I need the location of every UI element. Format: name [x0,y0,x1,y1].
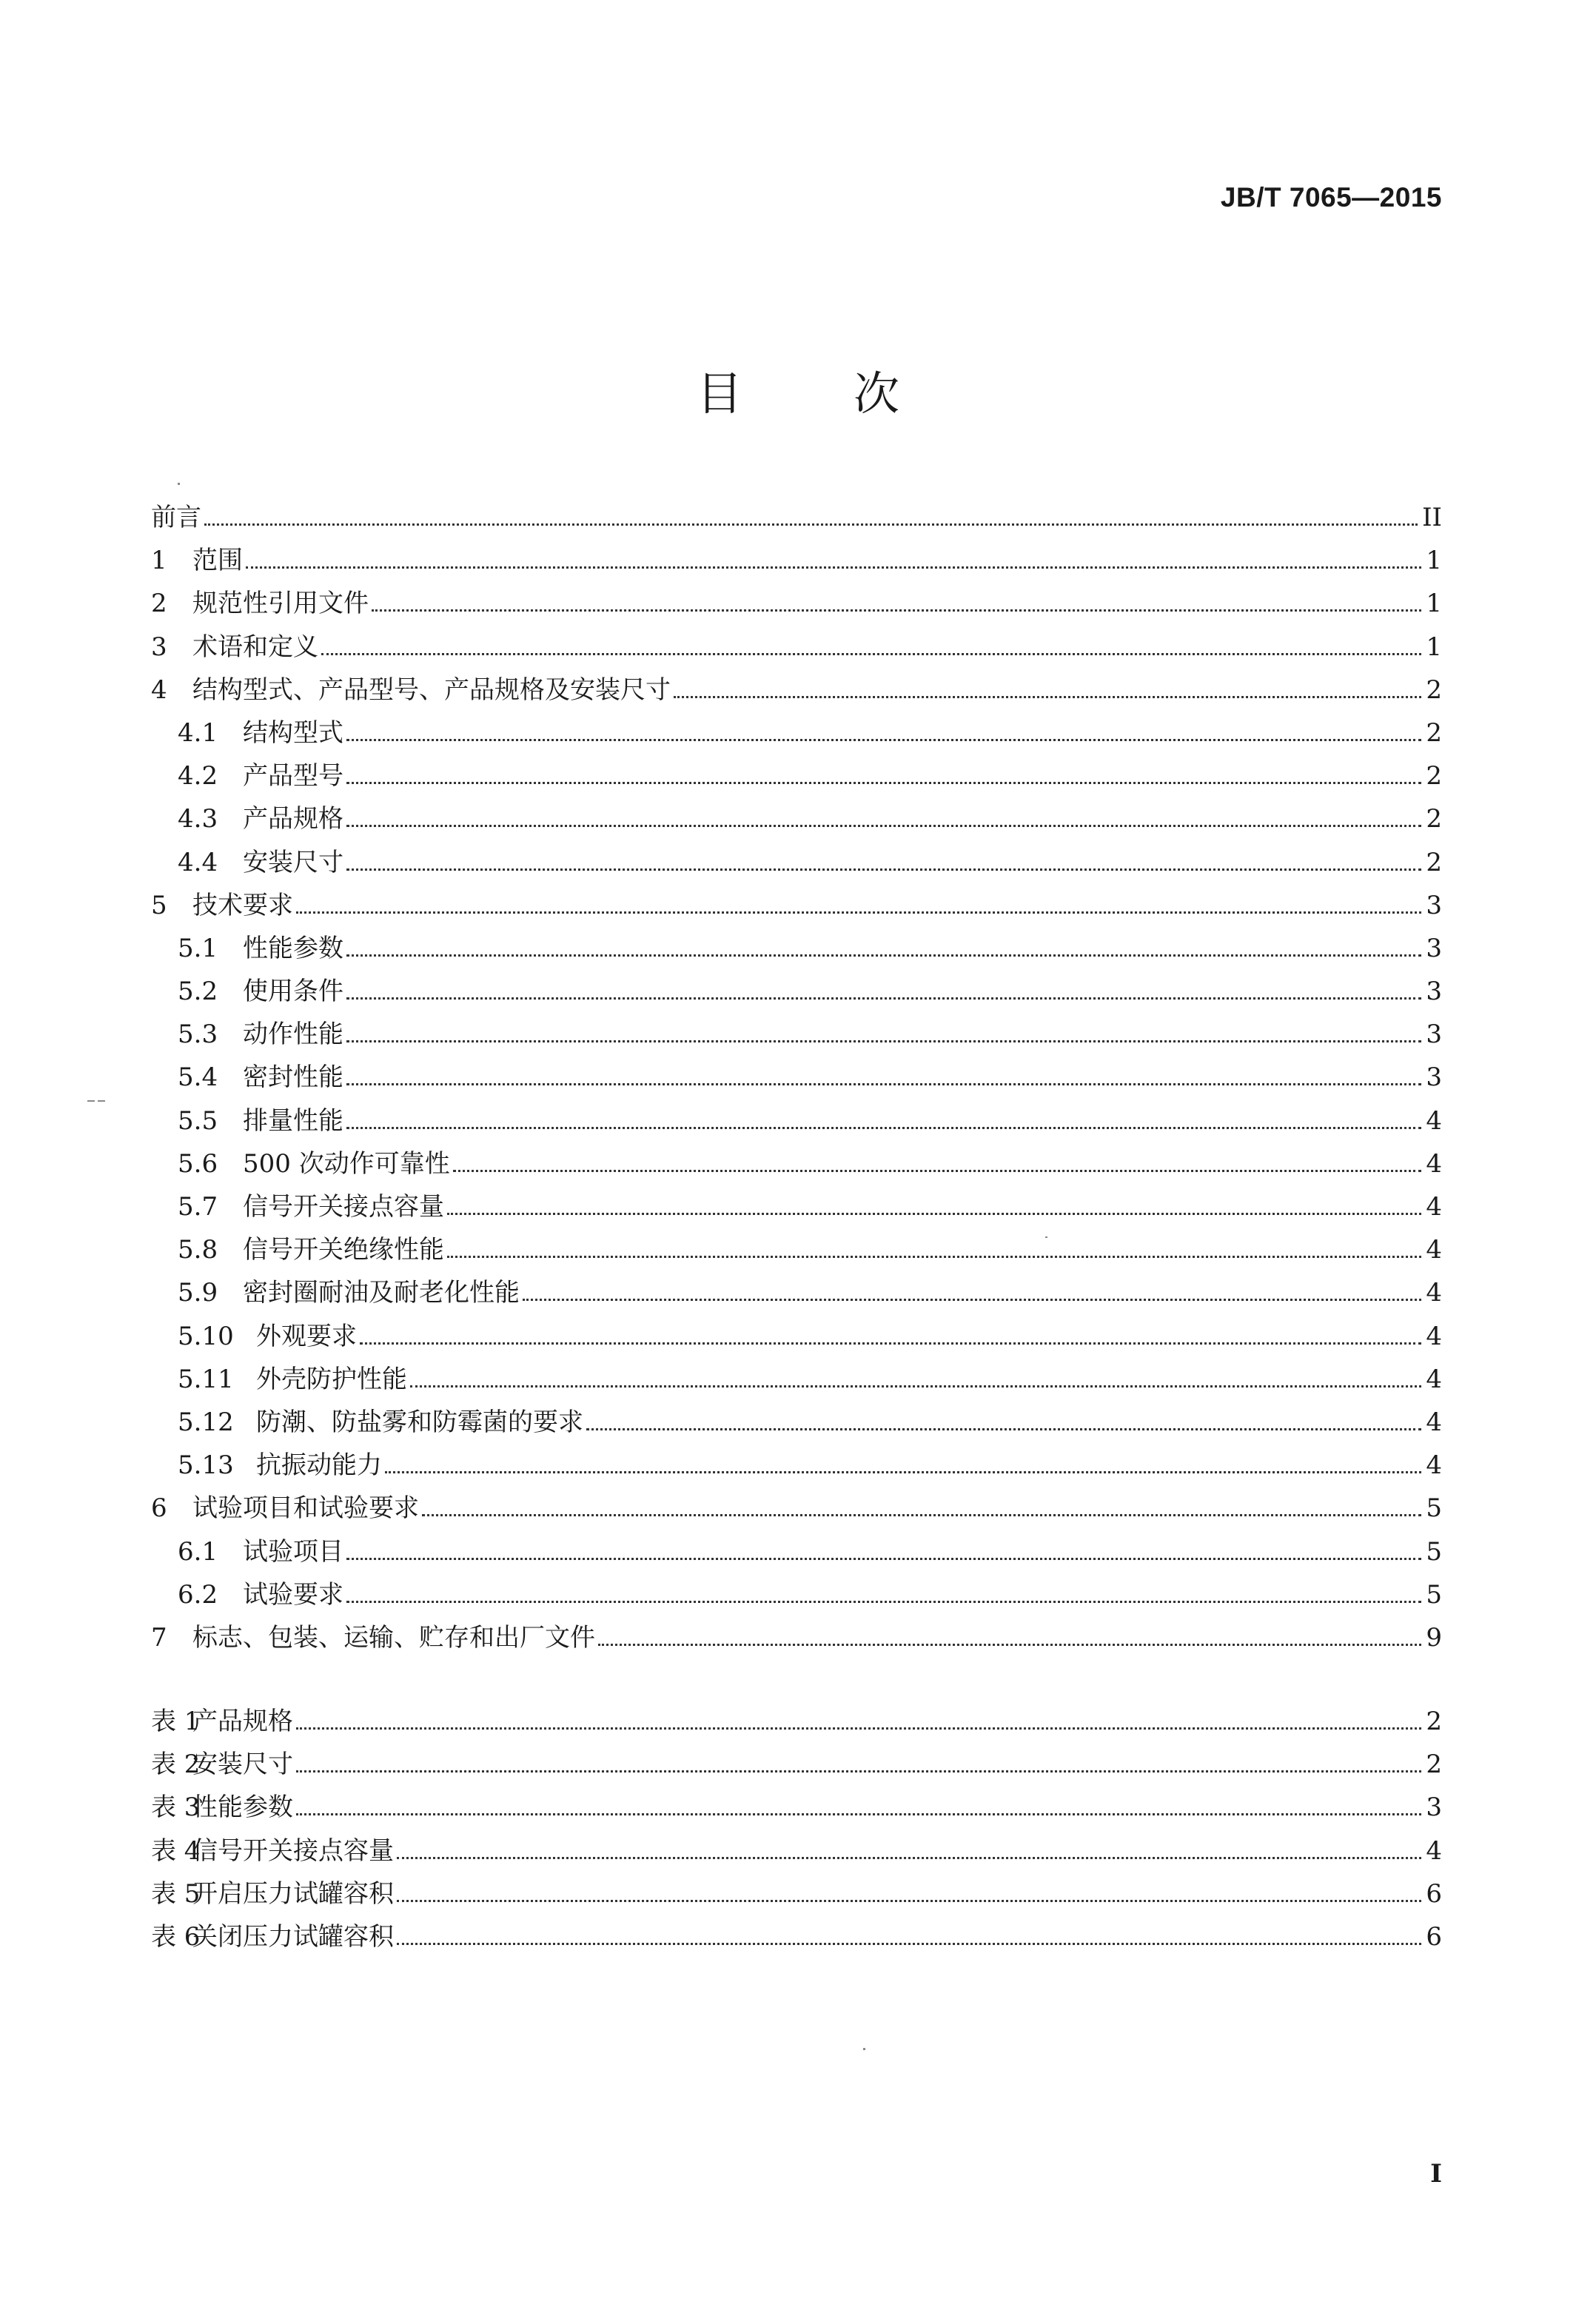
entry-page-number: 2 [1426,804,1442,834]
entry-number: 4 [151,675,167,705]
entry-number: 5.4 [178,1062,218,1093]
toc-entry[interactable] [151,1573,1442,1616]
dot-leader [204,523,1418,526]
entry-page-number: 2 [1426,761,1442,791]
entry-label: 密封圈耐油及耐老化性能 [243,1278,520,1308]
entry-page-number: 3 [1426,1062,1442,1093]
toc-entry[interactable] [151,1487,1442,1530]
entry-number: 表 2 [151,1750,201,1780]
entry-number: 5.3 [178,1020,218,1050]
dot-leader [296,911,1421,914]
toc-entry[interactable] [151,712,1442,754]
entry-number: 表 3 [151,1793,201,1823]
entry-page-number: 3 [1426,890,1442,920]
entry-number: 5.9 [178,1278,218,1308]
entry-label: 动作性能 [243,1020,343,1050]
entry-number: 5 [151,890,167,920]
entry-label: 抗振动能力 [256,1450,382,1481]
dot-leader [346,954,1421,957]
scan-speck [1045,1236,1047,1238]
toc-entry[interactable] [151,1358,1442,1401]
entry-label: 产品规格 [243,804,343,834]
dot-leader [346,781,1421,784]
entry-label: 术语和定义 [192,632,318,662]
scan-speck [863,2048,865,2050]
dot-leader [523,1298,1421,1301]
dot-leader [447,1255,1421,1258]
table-list-entry[interactable] [151,1786,1442,1829]
toc-entry[interactable] [151,626,1442,669]
toc-entry[interactable] [151,1142,1442,1185]
entry-number: 5.8 [178,1235,218,1265]
entry-number: 5.2 [178,977,218,1007]
toc-entry[interactable] [151,1056,1442,1099]
toc-list [151,496,1442,1659]
entry-page-number: 2 [1426,847,1442,877]
entry-number: 4.1 [178,717,218,748]
entry-page-number: 2 [1426,1707,1442,1736]
toc-entry[interactable] [151,1228,1442,1271]
entry-label: 前言 [151,503,201,532]
entry-page-number: 5 [1426,1536,1442,1567]
entry-label: 密封性能 [243,1062,343,1093]
entry-page-number: 4 [1426,1407,1442,1437]
toc-entry[interactable] [151,582,1442,625]
entry-page-number: 5 [1426,1493,1442,1524]
toc-entry[interactable] [151,496,1442,539]
entry-number: 4.2 [178,761,218,791]
dot-leader [397,1942,1421,1945]
dot-leader [447,1212,1421,1215]
entry-number: 5.13 [178,1450,234,1481]
entry-page-number: 3 [1426,977,1442,1007]
entry-number: 5.11 [178,1364,234,1394]
table-list-entry[interactable] [151,1872,1442,1915]
entry-label: 信号开关接点容量 [243,1192,444,1222]
toc-entry[interactable] [151,669,1442,712]
dot-leader [397,1899,1421,1902]
toc-entry[interactable] [151,1616,1442,1659]
dot-leader [246,566,1421,569]
entry-label: 范围 [192,546,243,576]
toc-entry[interactable] [151,1530,1442,1573]
toc-entry[interactable] [151,1444,1442,1487]
entry-page-number: 4 [1426,1364,1442,1394]
dot-leader [674,695,1421,698]
dot-leader [346,868,1421,871]
entry-page-number: 5 [1426,1579,1442,1610]
entry-label: 产品型号 [243,761,343,791]
entry-page-number: 3 [1426,933,1442,963]
entry-page-number: 9 [1426,1622,1442,1653]
entry-page-number: 4 [1426,1148,1442,1179]
entry-page-number: 4 [1426,1321,1442,1351]
entry-number: 5.1 [178,933,218,963]
table-list-entry[interactable] [151,1830,1442,1872]
entry-number: 1 [151,546,167,576]
table-list-entry[interactable] [151,1743,1442,1786]
dot-leader [385,1470,1421,1473]
dot-leader [598,1643,1421,1646]
entry-number: 6.1 [178,1536,218,1567]
toc-entry[interactable] [151,970,1442,1013]
entry-label: 试验项目和试验要求 [192,1493,419,1524]
entry-number: 6.2 [178,1579,218,1610]
dot-leader [296,1727,1421,1730]
entry-page-number: 1 [1426,546,1442,576]
entry-number: 5.10 [178,1321,234,1351]
entry-page-number: 4 [1426,1105,1442,1136]
entry-page-number: 4 [1426,1235,1442,1265]
entry-page-number: 3 [1426,1793,1442,1823]
toc-entry[interactable] [151,1315,1442,1358]
entry-page-number: 2 [1426,717,1442,748]
entry-number: 表 4 [151,1835,201,1866]
toc-entry[interactable] [151,797,1442,840]
entry-page-number: 1 [1426,589,1442,619]
entry-label: 使用条件 [243,977,343,1007]
dot-leader [453,1169,1422,1172]
scan-speck [87,1100,95,1102]
entry-page-number: 4 [1426,1192,1442,1222]
table-list-entry[interactable] [151,1915,1442,1958]
entry-number: 5.6 [178,1148,218,1179]
entry-number: 表 5 [151,1878,201,1909]
toc-entry[interactable] [151,1185,1442,1228]
entry-label: 性能参数 [243,933,343,963]
page-number: I [1430,2159,1442,2189]
table-list [151,1700,1442,1958]
entry-label: 开启压力试罐容积 [192,1878,394,1909]
entry-label: 外观要求 [256,1321,357,1351]
dot-leader [346,824,1421,827]
dot-leader [422,1513,1421,1516]
dot-leader [296,1812,1421,1815]
entry-number: 5.12 [178,1407,234,1437]
entry-label: 防潮、防盐雾和防霉菌的要求 [256,1407,583,1437]
entry-number: 6 [151,1493,167,1524]
entry-label: 结构型式 [243,717,343,748]
dot-leader [321,652,1421,655]
toc-entry[interactable] [151,884,1442,927]
dot-leader [346,1082,1421,1085]
dot-leader [346,738,1421,741]
entry-number: 5.7 [178,1192,218,1222]
entry-number: 3 [151,632,167,662]
toc-entry[interactable] [151,1271,1442,1314]
dot-leader [346,997,1421,1000]
entry-label: 标志、包装、运输、贮存和出厂文件 [192,1622,595,1653]
entry-label: 信号开关接点容量 [192,1835,394,1866]
page-title: 目次 [696,366,1010,421]
dot-leader [346,1126,1421,1129]
toc-entry[interactable] [151,927,1442,970]
entry-label: 性能参数 [192,1793,293,1823]
entry-number: 表 6 [151,1921,201,1952]
toc-entry[interactable] [151,539,1442,582]
dot-leader [410,1385,1421,1388]
toc-entry[interactable] [151,1013,1442,1056]
entry-label: 安装尺寸 [192,1750,293,1780]
entry-page-number: 4 [1426,1278,1442,1308]
entry-number: 4.4 [178,847,218,877]
scan-speck [98,1100,105,1102]
entry-page-number: 2 [1426,1750,1442,1780]
entry-label: 规范性引用文件 [192,589,369,619]
dot-leader [586,1427,1421,1430]
entry-label: 外壳防护性能 [256,1364,407,1394]
entry-label: 产品规格 [192,1707,293,1736]
entry-number: 2 [151,589,167,619]
entry-label: 排量性能 [243,1105,343,1136]
standard-number: JB/T 7065—2015 [1220,182,1442,212]
entry-page-number: 2 [1426,675,1442,705]
dot-leader [346,1557,1421,1560]
dot-leader [397,1856,1421,1859]
toc-entry[interactable] [151,754,1442,797]
entry-number: 5.5 [178,1105,218,1136]
scan-speck [178,483,180,485]
dot-leader [296,1770,1421,1773]
entry-page-number: 1 [1426,632,1442,662]
dot-leader [346,1040,1421,1042]
entry-page-number: II [1422,503,1442,532]
entry-label: 技术要求 [192,890,293,920]
entry-page-number: 6 [1426,1921,1442,1952]
entry-page-number: 4 [1426,1835,1442,1866]
entry-page-number: 3 [1426,1020,1442,1050]
toc-entry[interactable] [151,1099,1442,1142]
entry-page-number: 4 [1426,1450,1442,1481]
toc-entry[interactable] [151,841,1442,884]
entry-label: 信号开关绝缘性能 [243,1235,444,1265]
entry-label: 结构型式、产品型号、产品规格及安装尺寸 [192,675,671,705]
dot-leader [372,609,1421,612]
dot-leader [346,1600,1421,1603]
entry-number: 7 [151,1622,167,1653]
toc-entry[interactable] [151,1401,1442,1444]
entry-label: 安装尺寸 [243,847,343,877]
entry-label: 试验要求 [243,1579,343,1610]
entry-label: 关闭压力试罐容积 [192,1921,394,1952]
entry-label: 500 次动作可靠性 [243,1148,450,1179]
entry-number: 表 1 [151,1707,201,1736]
table-list-entry[interactable] [151,1700,1442,1743]
entry-number: 4.3 [178,804,218,834]
entry-page-number: 6 [1426,1878,1442,1909]
entry-label: 试验项目 [243,1536,343,1567]
dot-leader [360,1342,1421,1345]
